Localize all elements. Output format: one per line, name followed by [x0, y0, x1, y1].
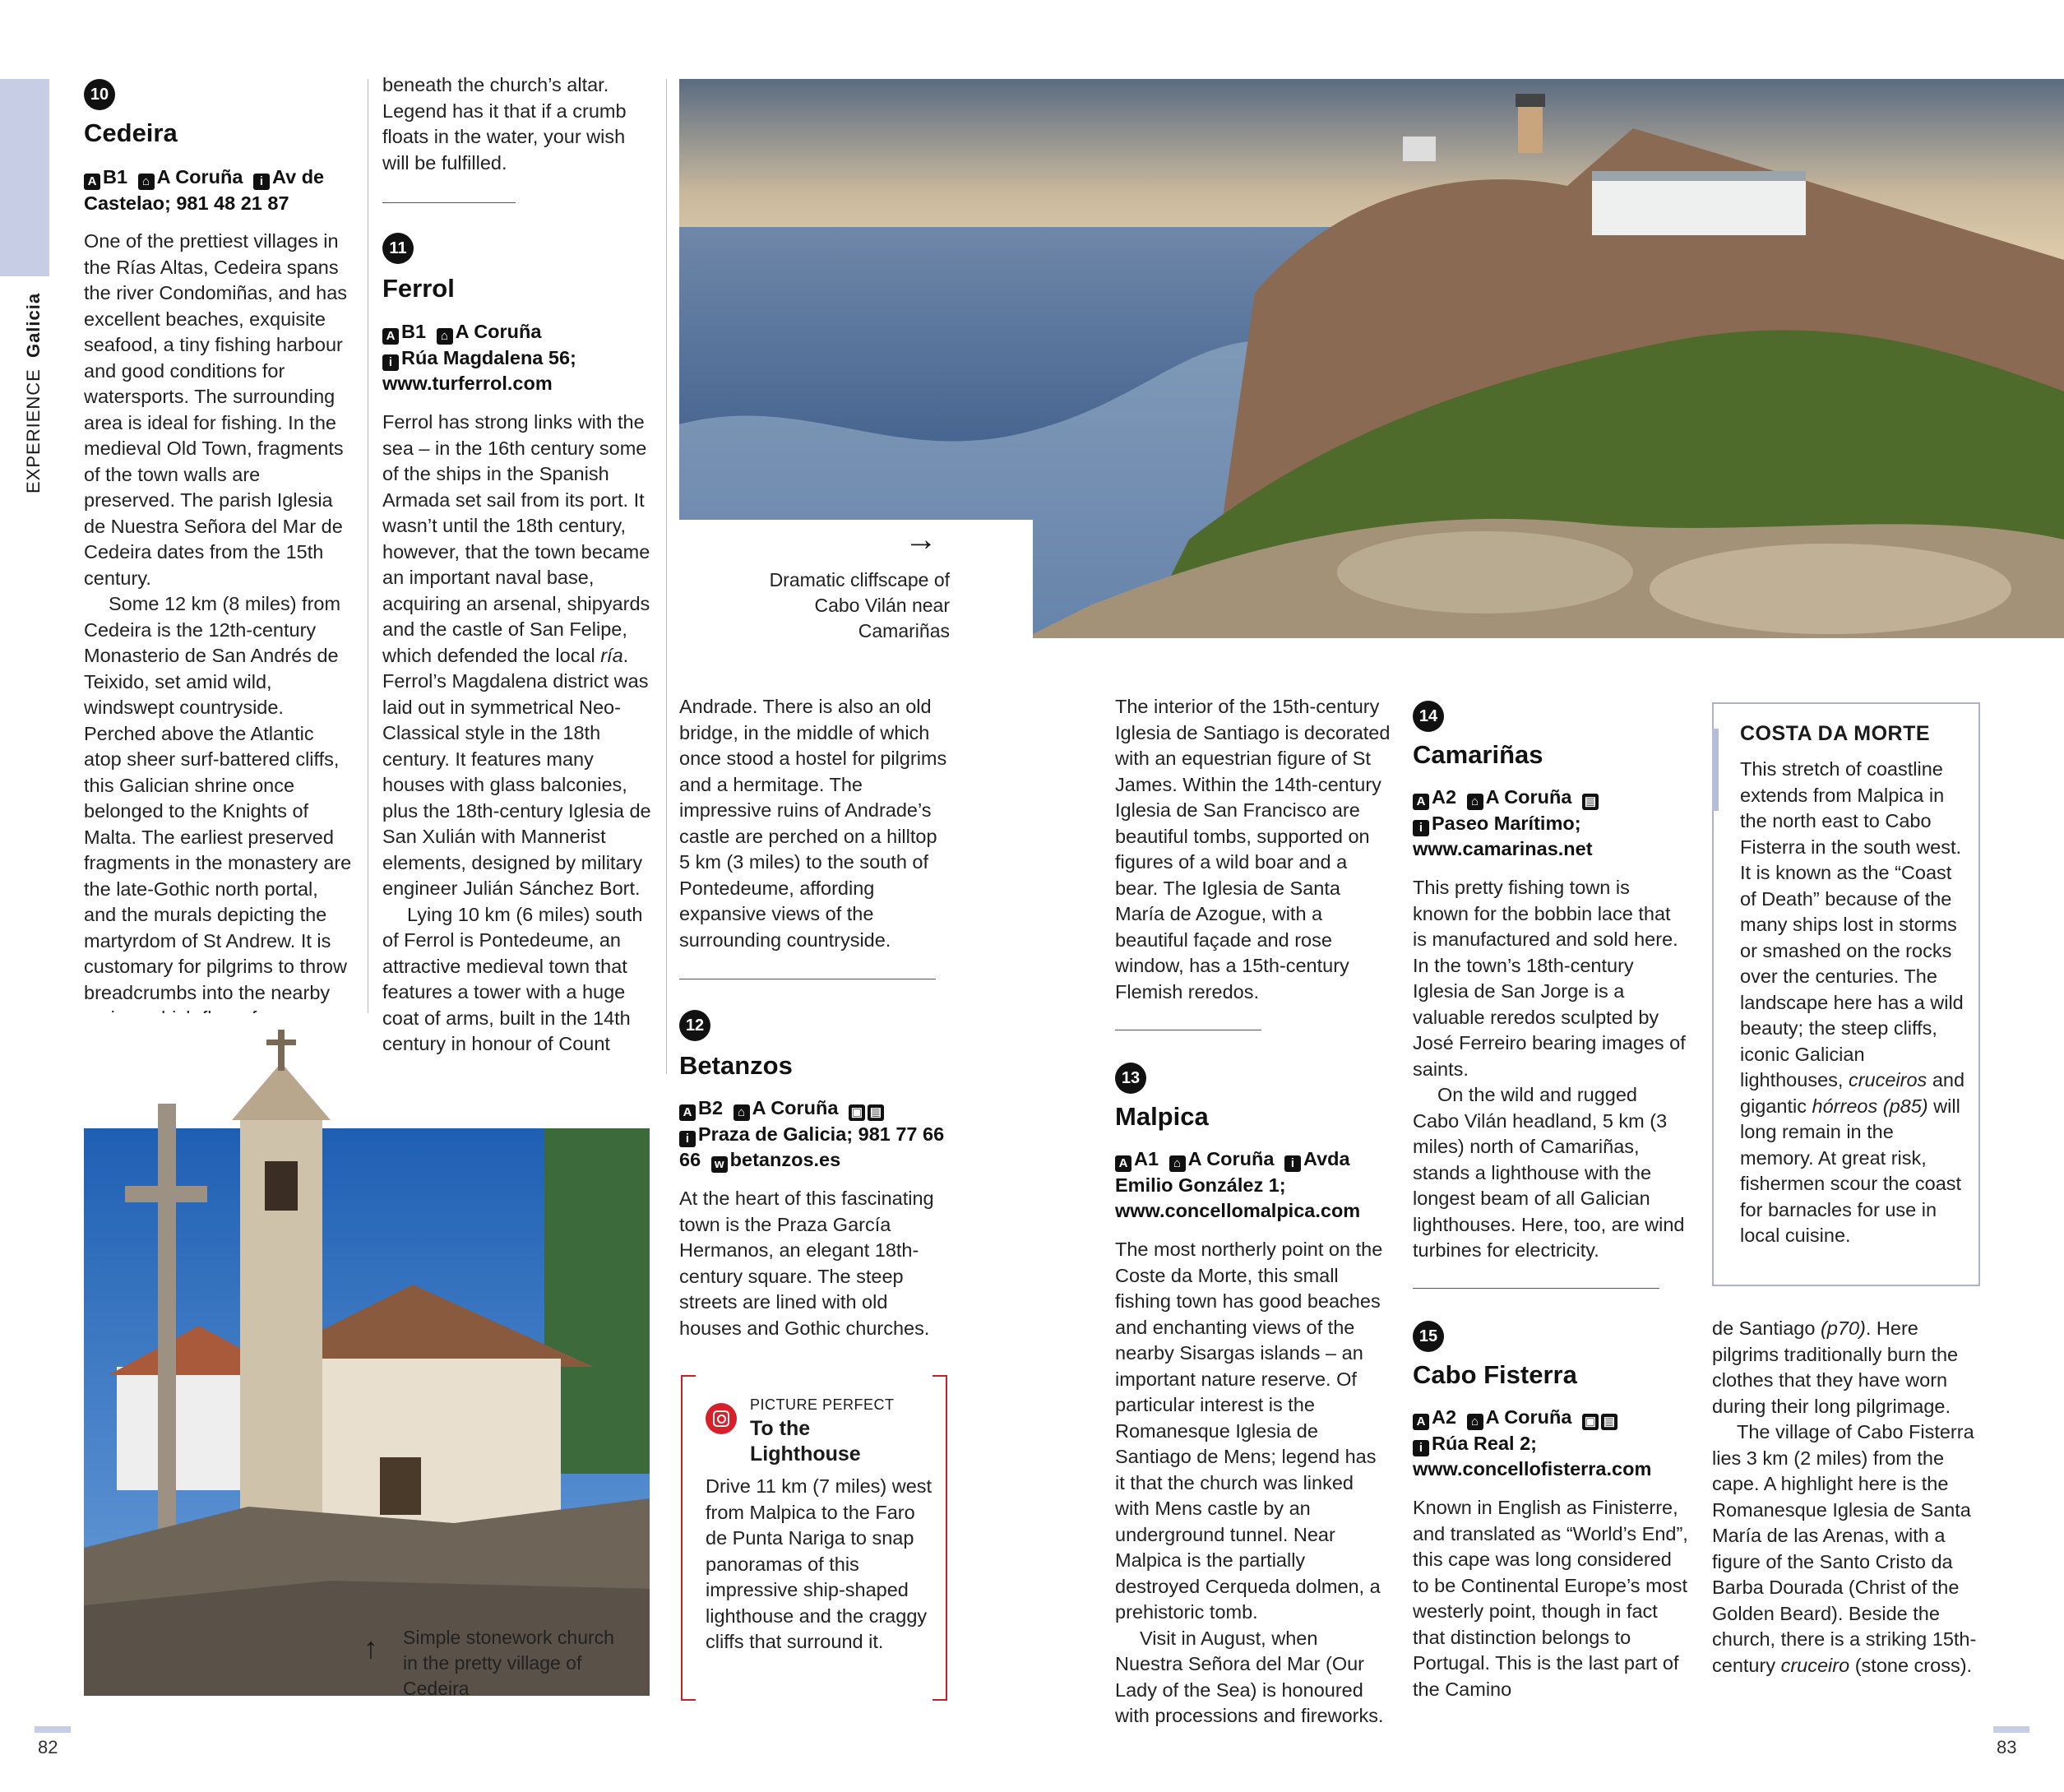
- map-grid-icon: A: [84, 174, 100, 190]
- entry-title: Betanzos: [679, 1051, 793, 1080]
- right-arrow-icon: →: [905, 521, 937, 558]
- body-paragraph: de Santiago (p70). Here pilgrims traditionally burn the clothes that they have worn during their long pilgrimage.: [1712, 1317, 1959, 1417]
- entry-body: [382, 410, 655, 1058]
- map-grid-ref: A2: [1432, 1406, 1457, 1428]
- up-arrow-icon: ↑: [363, 1631, 378, 1665]
- entry-meta: [84, 164, 363, 216]
- section-tab: [0, 79, 49, 276]
- body-paragraph: Andrade. There is also an old bridge, in the middle of which once stood a hostel for pilgrims and a hermitage. The impressive ruins of Andrade’s castle are perched on a hilltop 5 km (3 miles) to the south of Pontedeume, affording expansive views of the surrounding countryside.: [679, 696, 947, 951]
- map-grid-icon: A: [1115, 1155, 1131, 1172]
- section-rule: [382, 202, 516, 203]
- entry-body-continued: [1115, 694, 1391, 1005]
- info-icon: i: [679, 1131, 696, 1147]
- body-paragraph: This pretty fishing town is known for the bobbin lace that is manufactured and sold here. In the town’s 18th-century Iglesia de San Jorge is a valuable reredos sculpted by José Ferreiro bearing images of saints.: [1413, 877, 1686, 1080]
- info-details: Paseo Marítimo; www.camarinas.net: [1413, 812, 1593, 859]
- running-head-region: Galicia: [23, 292, 44, 359]
- province-icon: ⌂: [1467, 794, 1483, 810]
- province-icon: ⌂: [1169, 1155, 1186, 1172]
- entry-meta: [1413, 1405, 1692, 1483]
- map-grid-ref: A1: [1134, 1148, 1159, 1169]
- entry-number-badge: 14: [1413, 701, 1444, 732]
- info-details: Av de Castelao; 981 48 21 87: [84, 166, 325, 214]
- info-icon: i: [253, 174, 270, 190]
- train-icon: ▣: [1582, 1414, 1599, 1430]
- province-name: A Coruña: [1485, 786, 1572, 808]
- entry-body: [1413, 1495, 1688, 1702]
- entry-body: [84, 229, 355, 1032]
- body-paragraph: On the wild and rugged Cabo Vilán headland, 5 km (3 miles) north of Camariñas, stands a lighthouse with the longest beam of all Galician lighthouses. Here, too, are wind turbines for electricity.: [1413, 1084, 1685, 1261]
- province-icon: ⌂: [734, 1104, 750, 1121]
- entry-body-continued: [679, 694, 951, 953]
- entry-title: Cedeira: [84, 118, 178, 147]
- body-paragraph: At the heart of this fascinating town is the Praza García Hermanos, an elegant 18th-century square. The steep streets are lined with old houses and Gothic churches.: [679, 1188, 934, 1339]
- entry-body: [1115, 1237, 1391, 1729]
- entry-body-continued: [1712, 1316, 1983, 1679]
- entry-number-badge: 12: [679, 1010, 710, 1041]
- body-paragraph: Ferrol has strong links with the sea – in the 16th century some of the ships in the Spanish Armada set sail from its port. It wasn’t until the 18th century, however, that the town became an important naval base, acquiring an arsenal, shipyards and the castle of San Felipe, which defended the local ría. Ferrol’s Magdalena district was laid out in symmetrical Neo-Classical style in the 18th century. It features many houses with glass balconies, plus the 18th-century Iglesia de San Xulián with Mannerist elements, designed by military engineer Julián Sánchez Bort.: [382, 411, 651, 899]
- camera-icon: [706, 1403, 737, 1434]
- entry-body: [1413, 875, 1688, 1264]
- picture-perfect-title: To the Lighthouse: [750, 1417, 861, 1466]
- info-details: Avda Emilio González 1; www.concellomalpica.com: [1115, 1148, 1361, 1221]
- body-paragraph: Lying 10 km (6 miles) south of Ferrol is Pontedeume, an attractive medieval town that features a tower with a huge coat of arms, built in the 14th century in honour of Count: [382, 903, 643, 1054]
- map-grid-icon: A: [1413, 794, 1429, 810]
- province-name: A Coruña: [455, 321, 542, 342]
- picture-perfect-kicker: PICTURE PERFECT: [750, 1396, 895, 1413]
- body-paragraph: Known in English as Finisterre, and translated as “World’s End”, this cape was long considered to be Continental Europe’s most westerly point, though in fact that distinction belongs to Portugal. This is the last part of the Camino: [1413, 1497, 1688, 1700]
- map-grid-ref: A2: [1432, 786, 1457, 808]
- map-grid-ref: B1: [103, 166, 128, 188]
- province-icon: ⌂: [138, 174, 155, 190]
- bus-icon: ▤: [868, 1104, 884, 1121]
- map-grid-ref: B1: [401, 321, 427, 342]
- page-number-right: 83: [1997, 1737, 2017, 1757]
- entry-number-badge: 15: [1413, 1321, 1444, 1352]
- body-paragraph: Some 12 km (8 miles) from Cedeira is the 12th-century Monasterio de San Andrés de Teixido, set amid wild, windswept countryside. Perched above the Atlantic atop sheer surf-battered cliffs, this Galician shrine once belonged to the Knights of Malta. The earliest preserved fragments in the monastery are the late-Gothic north portal, and the murals depicting the martyrdom of St Andrew. It is customary for pilgrims to throw breadcrumbs into the nearby: [84, 593, 352, 1003]
- entry-title: Cabo Fisterra: [1413, 1360, 1577, 1389]
- info-details: Rúa Real 2; www.concellofisterra.com: [1413, 1432, 1652, 1479]
- entry-title: Malpica: [1115, 1102, 1209, 1131]
- picture-perfect-text: Drive 11 km (7 miles) west from Malpica to the Faro de Punta Nariga to snap panoramas of this impressive ship-shaped lighthouse and the craggy cliffs that surround it.: [706, 1475, 933, 1652]
- body-paragraph: Visit in August, when Nuestra Señora del Mar (Our Lady of the Sea) is honoured with processions and fireworks.: [1115, 1627, 1384, 1726]
- church-caption: Simple stonework church in the pretty village of Cedeira: [403, 1627, 614, 1699]
- body-paragraph: The most northerly point on the Coste da Morte, this small fishing town has good beaches and enchanting views of the nearby Sisargas islands – an important nature reserve. Of particular interest is the Romanesque Iglesia de Santiago de Mens; legend has it that the church was linked with Mens castle by an underground tunnel. Near Malpica is the partially destroyed Cerqueda dolmen, a prehistoric tomb.: [1115, 1239, 1383, 1623]
- bus-icon: ▤: [1601, 1414, 1617, 1430]
- entry-title: Ferrol: [382, 274, 455, 303]
- province-name: A Coruña: [156, 166, 243, 188]
- province-name: A Coruña: [1187, 1148, 1275, 1169]
- web-icon: w: [711, 1156, 728, 1173]
- province-name: A Coruña: [1485, 1406, 1572, 1428]
- province-name: A Coruña: [752, 1097, 839, 1118]
- bracket-left: [681, 1375, 696, 1701]
- entry-number-badge: 10: [84, 79, 115, 110]
- info-details: Praza de Galicia; 981 77 66 66: [679, 1123, 945, 1170]
- info-icon: i: [1413, 1440, 1429, 1456]
- page-marker-right: [1993, 1726, 2029, 1733]
- entry-meta: [1115, 1146, 1391, 1225]
- province-icon: ⌂: [1467, 1414, 1483, 1430]
- map-grid-ref: B2: [698, 1097, 724, 1118]
- info-details: Rúa Magdalena 56; www.turferrol.com: [382, 346, 576, 394]
- column-divider: [666, 79, 667, 1074]
- info-icon: i: [382, 354, 399, 371]
- body-paragraph: beneath the church’s altar. Legend has it that if a crumb floats in the water, your wish will be fulfilled.: [382, 74, 627, 174]
- map-grid-icon: A: [1413, 1414, 1429, 1430]
- lighthouse-caption: Dramatic cliffscape of Cabo Vilán near Camariñas: [769, 569, 950, 641]
- page-marker-left: [35, 1726, 71, 1733]
- entry-meta: [1413, 785, 1692, 863]
- entry-title: Camariñas: [1413, 740, 1543, 769]
- costa-title: COSTA DA MORTE: [1740, 722, 1931, 745]
- running-head: [23, 293, 44, 493]
- picture-perfect-box: [681, 1375, 947, 1699]
- train-icon: ▣: [849, 1104, 865, 1121]
- entry-body-continued: [382, 72, 654, 176]
- info-icon: i: [1413, 820, 1429, 836]
- costa-accent-bar: [1712, 729, 1719, 811]
- map-grid-icon: A: [679, 1104, 696, 1121]
- entry-number-badge: 11: [382, 233, 414, 264]
- bus-icon: ▤: [1582, 794, 1599, 810]
- entry-number-badge: 13: [1115, 1063, 1146, 1094]
- costa-text: This stretch of coastline extends from Malpica in the north east to Cabo Fisterra in the south west. It is known as the “Coast of Death” because of the many ships lost in storms or smashed on the rocks over the centuries. The landscape here has a wild beauty; the steep cliffs, iconic Galician lighthouses, cruceiros and gigantic hórreos (p85) will long remain in the memory. At great risk, fishermen scour the coast for barnacles for use in local cuisine.: [1740, 758, 1965, 1246]
- body-paragraph: The village of Cabo Fisterra lies 3 km (2 miles) from the cape. A highlight here is the Romanesque Iglesia de Santa María de las Arenas, with a figure of the Santo Cristo da Barba Dourada (Christ of the Golden Beard). Beside the church, there is a striking 15th-century cruceiro (stone cross).: [1712, 1421, 1977, 1676]
- info-icon: i: [1284, 1155, 1301, 1172]
- church-photo: [84, 1013, 650, 1696]
- website[interactable]: betanzos.es: [729, 1149, 841, 1170]
- map-grid-icon: A: [382, 328, 399, 345]
- running-head-section: EXPERIENCE: [23, 368, 44, 493]
- body-paragraph: The interior of the 15th-century Iglesia de Santiago is decorated with an equestrian figure of St James. Within the 14th-century Iglesia de San Francisco are beautiful tombs, supported on figures of a wild boar and a bear. The Iglesia de Santa María de Azogue, with a beautiful façade and rose window, has a 15th-century Flemish reredos.: [1115, 696, 1391, 1003]
- entry-body: [679, 1186, 951, 1341]
- church-photo-illustration: [84, 1013, 650, 1696]
- province-icon: ⌂: [437, 328, 453, 345]
- section-rule: [1413, 1288, 1659, 1289]
- page-number-left: 82: [38, 1737, 58, 1757]
- entry-meta: [382, 319, 658, 397]
- entry-meta: [679, 1095, 951, 1174]
- body-paragraph: One of the prettiest villages in the Rías Altas, Cedeira spans the river Condomiñas, and has excellent beaches, exquisite seafood, a tiny fishing harbour and good conditions for watersports. The surrounding area is ideal for fishing. In the medieval Old Town, fragments of the town walls are preserved. The parish Iglesia de Nuestra Señora del Mar de Cedeira dates from the 15th century.: [84, 230, 348, 589]
